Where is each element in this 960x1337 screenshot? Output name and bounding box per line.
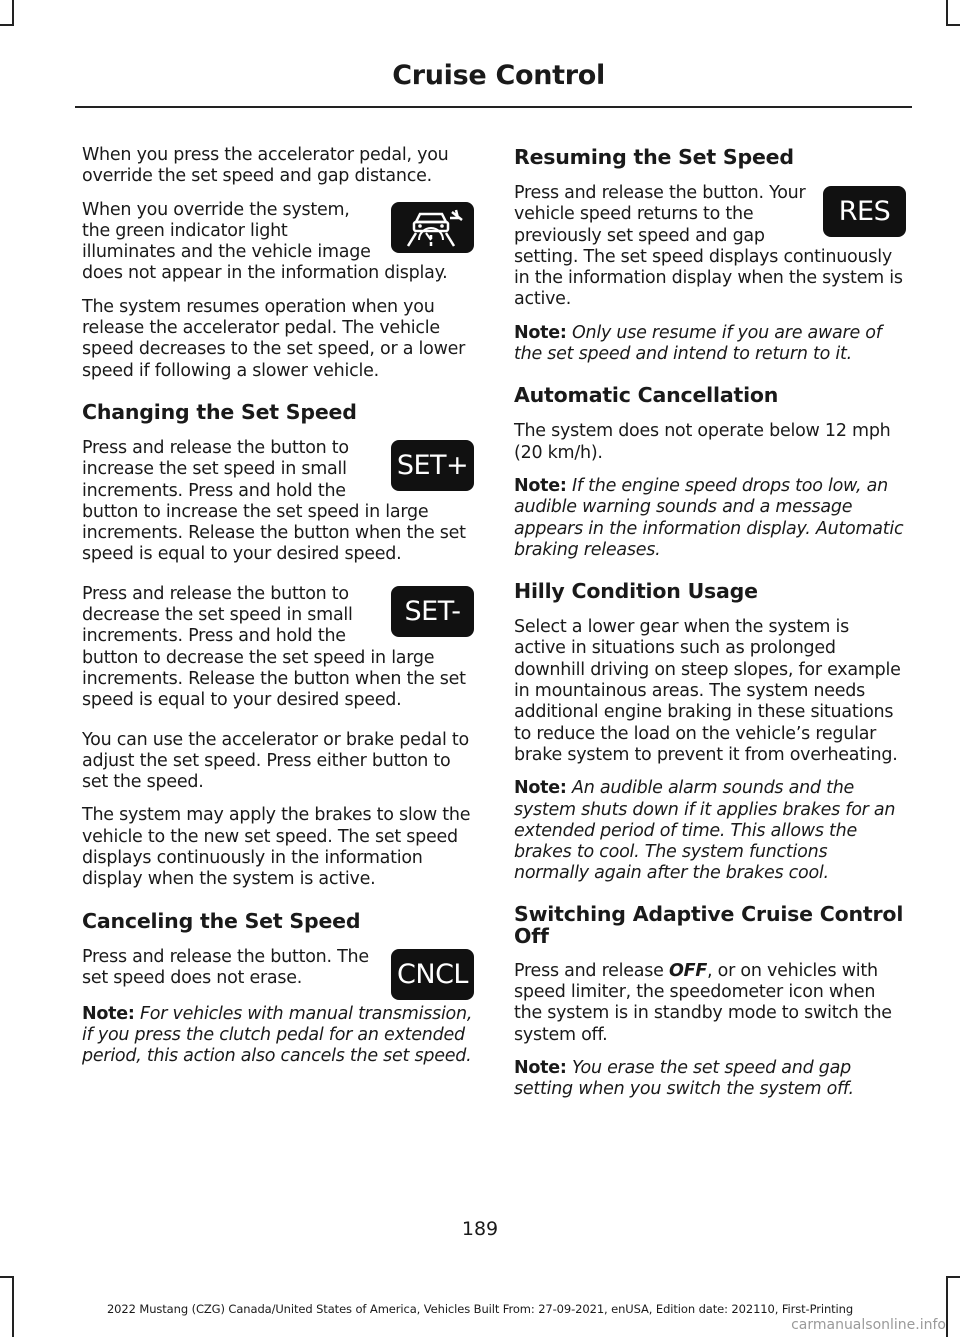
heading-switching-off: Switching Adaptive Cruise Control Off: [514, 901, 904, 948]
heading-automatic-cancellation: Automatic Cancellation: [514, 383, 779, 408]
heading-resuming-set-speed: Resuming the Set Speed: [514, 145, 794, 169]
note-label: Note:: [514, 1057, 567, 1078]
note-label: Note:: [514, 778, 567, 799]
note-label: Note:: [514, 322, 567, 343]
crop-mark: [0, 24, 14, 26]
note-label: Note:: [514, 475, 567, 496]
paragraph-set-plus: Press and release the button to increase the set speed in small increments. Press and hold the button to increase the set speed in large increments. Release the button when the set speed is equal to your desired speed.: [82, 437, 466, 565]
paragraph-cncl: Press and release the button. The set speed does not erase.: [82, 946, 369, 988]
note-manual-transmission: [82, 1004, 474, 1068]
note-erase: [514, 1058, 906, 1101]
note-label: Note:: [82, 1003, 135, 1024]
note-text: Only use resume if you are aware of the set speed and intend to return to it.: [514, 322, 882, 365]
note-resume: [514, 323, 906, 366]
header-divider: [75, 106, 912, 108]
heading-changing-set-speed: Changing the Set Speed: [82, 399, 357, 424]
left-column: [82, 145, 474, 1080]
right-column: [514, 145, 906, 1113]
paragraph-brakes: The system may apply the brakes to slow the vehicle to the new set speed. The set speed displays continuously in the information display when the system is active.: [82, 805, 471, 890]
note-text: You erase the set speed and gap setting when you switch the system off.: [514, 1057, 854, 1100]
crop-mark: [0, 1276, 14, 1278]
paragraph-override-indicator: When you override the system, the green indicator light illuminates and the vehicle image does not appear in the information display.: [82, 199, 448, 284]
set-minus-button-icon: SET-: [391, 586, 474, 637]
paragraph-resume-operation: The system resumes operation when you release the accelerator pedal. The vehicle speed decreases to the set speed, or a lower speed if following a slower vehicle.: [82, 296, 466, 381]
note-text: An audible alarm sounds and the system shuts down if it applies brakes for an extended period of time. This allows the brakes to cool. The system functions normally again after the brakes cool.: [514, 778, 896, 884]
page-number: 189: [461, 1218, 499, 1240]
paragraph-set-minus: Press and release the button to decrease the set speed in small increments. Press and hold the button to decrease the set speed in large increments. Release the button when the set speed is equal to your desired speed.: [82, 583, 466, 711]
switch-off-text-a: Press and release: [514, 960, 669, 981]
set-plus-button-icon: SET+: [391, 440, 474, 491]
page-title: Cruise Control: [392, 60, 605, 91]
crop-mark: [946, 1276, 960, 1278]
cncl-button-icon: CNCL: [391, 949, 474, 1000]
paragraph-res: Press and release the button. Your vehicle speed returns to the previously set speed and gap setting. The set speed displays continuously in the information display when the system is active.: [514, 183, 903, 310]
paragraph-pedal: You can use the accelerator or brake pedal to adjust the set speed. Press either button to set the speed.: [82, 729, 469, 793]
paragraph-hilly: Select a lower gear when the system is active in situations such as prolonged downhill driving on steep slopes, for example in mountainous areas. The system needs additional engine braking in these situations to reduce the load on the vehicle’s regular brake system to prevent it from overheating.: [514, 617, 901, 765]
paragraph-switch-off: [514, 961, 906, 1046]
note-text: For vehicles with manual transmission, if you press the clutch pedal for an extended period, this action also cancels the set speed.: [82, 1003, 473, 1067]
switch-off-keyword: OFF: [668, 960, 708, 981]
crop-mark: [946, 24, 960, 26]
footer: 2022 Mustang (CZG) Canada/United States of America, Vehicles Built From: 27-09-2021, enUSA, Edition date: 202110, First-Printing: [106, 1302, 854, 1316]
crop-mark: [946, 0, 948, 24]
note-text: If the engine speed drops too low, an audible warning sounds and a message appears in the information display. Automatic braking releases.: [514, 475, 904, 560]
note-engine-speed: [514, 476, 906, 561]
note-alarm: [514, 778, 906, 884]
watermark: carmanualsonline.info: [791, 1317, 946, 1333]
switch-off-text-b: , or on vehicles with speed limiter, the speedometer icon when the system is in standby mode to switch the system off.: [514, 960, 892, 1045]
adaptive-cruise-override-icon: [391, 202, 474, 253]
heading-hilly-condition: Hilly Condition Usage: [514, 579, 758, 604]
res-button-icon: RES: [823, 186, 906, 237]
crop-mark: [12, 0, 14, 24]
paragraph-auto: The system does not operate below 12 mph (20 km/h).: [514, 421, 891, 463]
heading-canceling-set-speed: Canceling the Set Speed: [82, 908, 361, 933]
paragraph-override: When you press the accelerator pedal, you override the set speed and gap distance.: [82, 145, 449, 187]
